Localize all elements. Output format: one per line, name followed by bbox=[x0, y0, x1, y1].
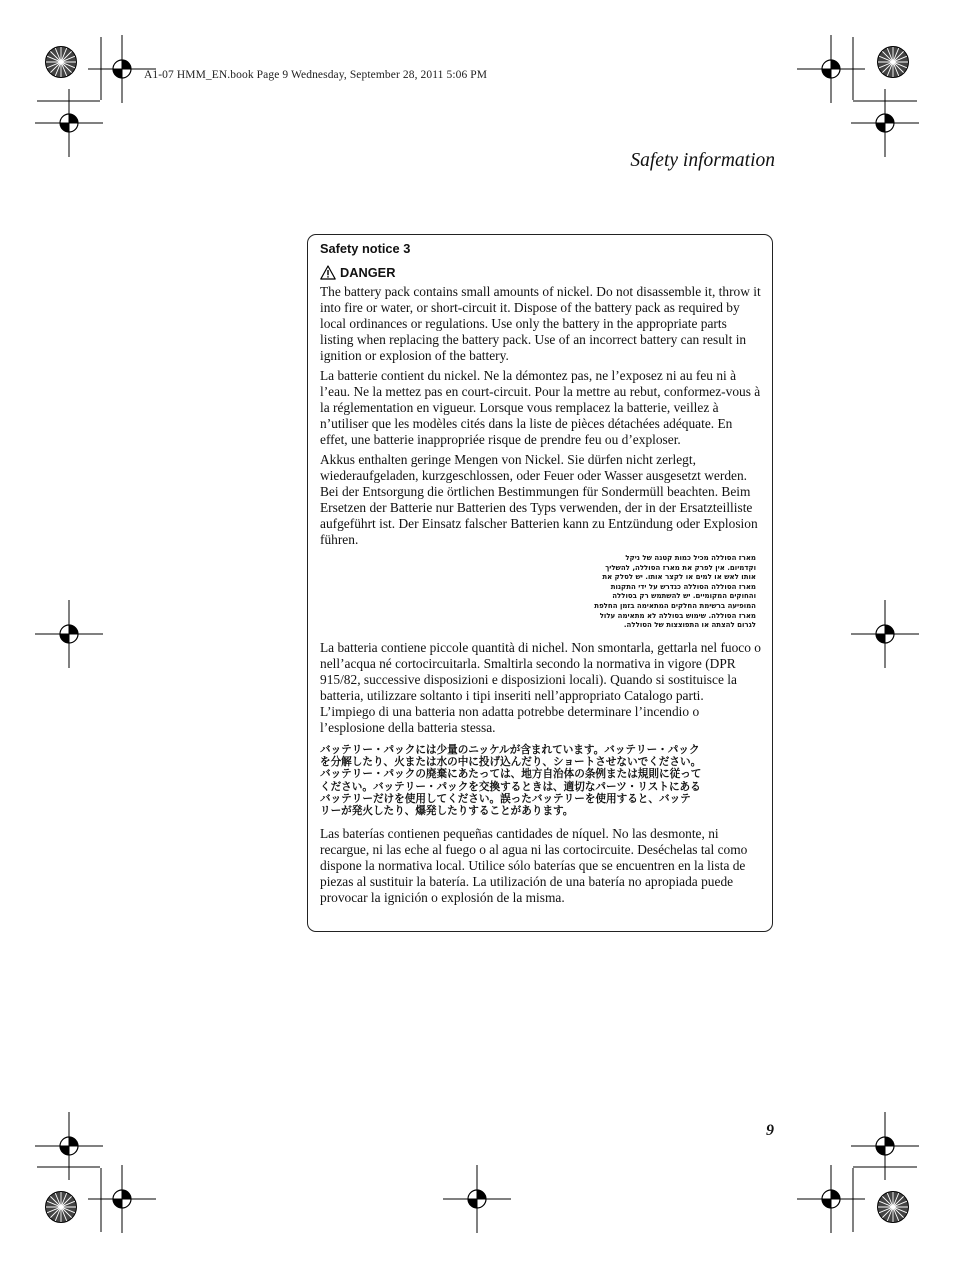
notice-japanese bbox=[320, 744, 762, 818]
hebrew-line: וקדמיום. אין לפרק את מארז הסוללה, להשליך bbox=[605, 563, 756, 572]
crosshair-registration-icon bbox=[851, 1112, 919, 1180]
hebrew-line: מארז הסוללה. שימוש בסוללה לא מתאימה עלול bbox=[599, 611, 756, 620]
warning-triangle-icon bbox=[320, 265, 336, 280]
notice-english: The battery pack contains small amounts of nickel. Do not disassemble it, throw it into fire or water, or short-circuit it. Dispose of the battery pack as required by local ordinances or regulations. Use only the battery in the appropriate parts listing when replacing the battery pack. Use of an incorrect battery can result in ignition or explosion of the battery. bbox=[320, 284, 761, 363]
japanese-line: バッテリー・パックには少量のニッケルが含まれています。バッテリー・パック bbox=[320, 743, 700, 756]
japanese-line: ください。バッテリー・パックを交換するときは、適切なパーツ・リストにある bbox=[320, 780, 701, 793]
starburst-target-icon bbox=[878, 47, 909, 78]
hebrew-line: המופיעה ברשימת החלקים המתאימה בזמן החלפת bbox=[594, 601, 756, 610]
hebrew-line: מארז הסוללה מכיל כמות קטנה של ניקל bbox=[625, 554, 756, 562]
japanese-line: リーが発火したり、爆発したりすることがあります。 bbox=[320, 805, 574, 818]
notice-italian: La batteria contiene piccole quantità di nichel. Non smontarla, gettarla nel fuoco o nell’acqua né cortocircuitarla. Smaltirla secondo la normativa in vigore (DPR 915/82, successive disposizioni e disposizioni locali). Quando si sostituisce la batteria, utilizzare soltanto i tipi inseriti nell’appropriato Catalogo parti. L’impiego di una batteria non adatta potrebbe determinare l’incendio o l’esplosione della batteria stessa. bbox=[320, 639, 761, 735]
hebrew-line: והחוקים המקומיים. יש להשתמש רק בסוללה bbox=[612, 592, 756, 601]
running-head: Safety information bbox=[630, 150, 775, 171]
print-slug: A1-07 HMM_EN.book Page 9 Wednesday, September 28, 2011 5:06 PM bbox=[144, 69, 488, 81]
crosshair-registration-icon bbox=[797, 35, 865, 103]
danger-label: DANGER bbox=[340, 265, 396, 280]
crosshair-registration-icon bbox=[797, 1165, 865, 1233]
crosshair-registration-icon bbox=[88, 1165, 156, 1233]
danger-heading bbox=[320, 265, 762, 280]
japanese-line: バッテリー・パックの廃棄にあたっては、地方自治体の条例または規則に従って bbox=[320, 768, 702, 781]
japanese-line: バッテリーだけを使用してください。誤ったバッテリーを使用すると、バッテ bbox=[320, 792, 691, 805]
notice-hebrew bbox=[320, 554, 762, 631]
starburst-target-icon bbox=[46, 47, 77, 78]
starburst-target-icon bbox=[878, 1192, 909, 1223]
hebrew-line: מארז הסוללה הסוללה כנדרש על ידי התקנות bbox=[610, 582, 756, 591]
starburst-target-icon bbox=[46, 1192, 77, 1223]
crosshair-registration-icon bbox=[35, 1112, 103, 1180]
crosshair-registration-icon bbox=[443, 1165, 511, 1233]
page-number: 9 bbox=[766, 1122, 774, 1139]
safety-notice-box bbox=[307, 234, 773, 932]
crosshair-registration-icon bbox=[851, 89, 919, 157]
crosshair-registration-icon bbox=[35, 89, 103, 157]
notice-german: Akkus enthalten geringe Mengen von Nickel. Sie dürfen nicht zerlegt, wiederaufgeladen, kurzgeschlossen, oder Feuer oder Wasser ausgesetzt werden. Bei der Entsorgung die örtlichen Bestimmungen für Sondermüll beachten. Beim Ersetzen der Batterie nur Batterien des Typs verwenden, der in der Ersatzteilliste aufgeführt ist. Der Einsatz falscher Batterien kann zu Entzündung oder Explosion führen. bbox=[320, 452, 758, 547]
hebrew-line: אותו לאש או למים או לקצר אותו. יש לסלק את bbox=[602, 573, 756, 582]
crosshair-registration-icon bbox=[35, 600, 103, 668]
crosshair-registration-icon bbox=[851, 600, 919, 668]
notice-french: La batterie contient du nickel. Ne la démontez pas, ne l’exposez ni au feu ni à l’eau. Ne la mettez pas en court-circuit. Pour la mettre au rebut, conformez-vous à la réglementation en vigueur. Lorsque vous remplacez la batterie, veillez à n’utiliser que les modèles cités dans la liste de pièces détachées adéquate. En effet, une batterie inappropriée risque de prendre feu ou d’exploser. bbox=[320, 368, 761, 447]
notice-title: Safety notice 3 bbox=[320, 241, 411, 256]
notice-spanish: Las baterías contienen pequeñas cantidades de níquel. No las desmonte, ni recargue, ni las eche al fuego o al agua ni las cortocircuite. Deséchelas tal como dispone la normativa local. Utilice sólo baterías que se encuentren en la lista de piezas al sustituir la batería. La utilización de una batería no apropiada puede provocar la ignición o explosión de la misma. bbox=[320, 825, 748, 905]
hebrew-line: לגרום להצתה או התפוצצות של הסוללה. bbox=[623, 621, 756, 630]
japanese-line: を分解したり、火または水の中に投げ込んだり、ショートさせないでください。 bbox=[320, 756, 702, 769]
